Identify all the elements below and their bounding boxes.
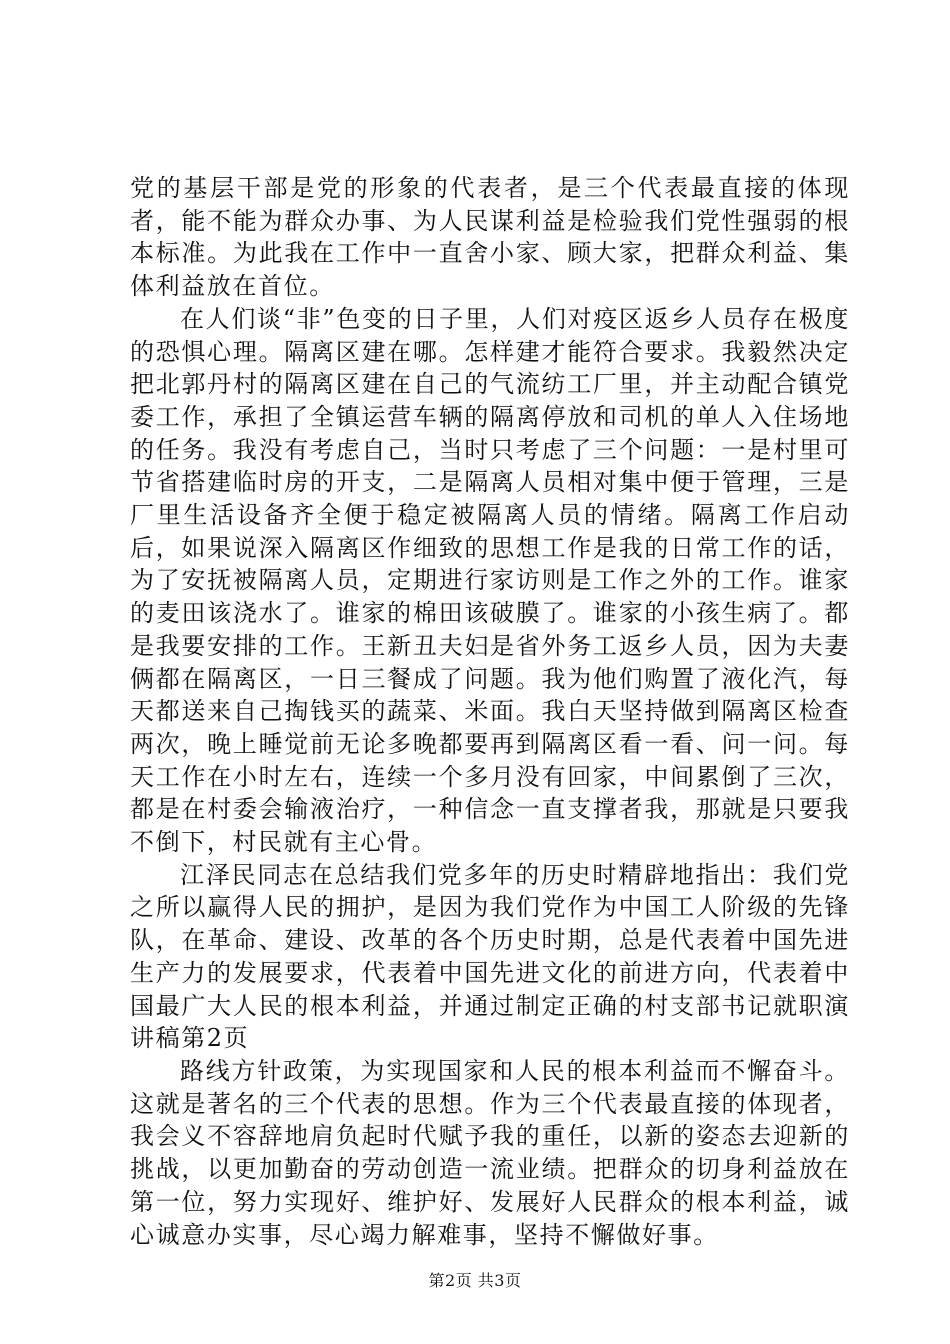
paragraph-1: 党的基层干部是党的形象的代表者，是三个代表最直接的体现者，能不能为群众办事、为人民谋利益是检验我们党性强弱的根本标准。为此我在工作中一直舍小家、顾大家，把群众利益、集体利益放在首位。 (130, 174, 850, 301)
paragraph-2: 在人们谈“非”色变的日子里，人们对疫区返乡人员存在极度的恐惧心理。隔离区建在哪。怎样建才能符合要求。我毅然决定把北郭丹村的隔离区建在自己的气流纺工厂里，并主动配合镇党委工作，承担了全镇运营车辆的隔离停放和司机的单人入住场地的任务。我没有考虑自己，当时只考虑了三个问题：一是村里可节省搭建临时房的开支，二是隔离人员相对集中便于管理，三是厂里生活设备齐全便于稳定被隔离人员的情绪。隔离工作启动后，如果说深入隔离区作细致的思想工作是我的日常工作的话，为了安抚被隔离人员，定期进行家访则是工作之外的工作。谁家的麦田该浇水了。谁家的棉田该破膜了。谁家的小孩生病了。都是我要安排的工作。王新丑夫妇是省外务工返乡人员，因为夫妻俩都在隔离区，一日三餐成了问题。我为他们购置了液化汽，每天都送来自己掏钱买的蔬菜、米面。我白天坚持做到隔离区检查两次，晚上睡觉前无论多晚都要再到隔离区看一看、问一问。每天工作在小时左右，连续一个多月没有回家，中间累倒了三次，都是在村委会输液治疗，一种信念一直支撑者我，那就是只要我不倒下，村民就有主心骨。 (130, 304, 850, 857)
page-footer: 第2页 共3页 (428, 1271, 522, 1290)
body-text (130, 172, 850, 1251)
paragraph-4: 路线方针政策，为实现国家和人民的根本利益而不懈奋斗。这就是著名的三个代表的思想。作为三个代表最直接的体现者，我会义不容辞地肩负起时代赋予我的重任，以新的姿态去迎新的挑战，以更加勤奋的劳动创造一流业绩。把群众的切身利益放在第一位，努力实现好、维护好、发展好人民群众的根本利益，诚心诚意办实事，尽心竭力解难事，坚持不懈做好事。 (130, 1056, 850, 1249)
paragraph-3: 江泽民同志在总结我们党多年的历史时精辟地指出：我们党之所以赢得人民的拥护，是因为我们党作为中国工人阶级的先锋队，在革命、建设、改革的各个历史时期，总是代表着中国先进生产力的发展要求，代表着中国先进文化的前进方向，代表着中国最广大人民的根本利益，并通过制定正确的村支部书记就职演讲稿第2页 (130, 860, 850, 1053)
